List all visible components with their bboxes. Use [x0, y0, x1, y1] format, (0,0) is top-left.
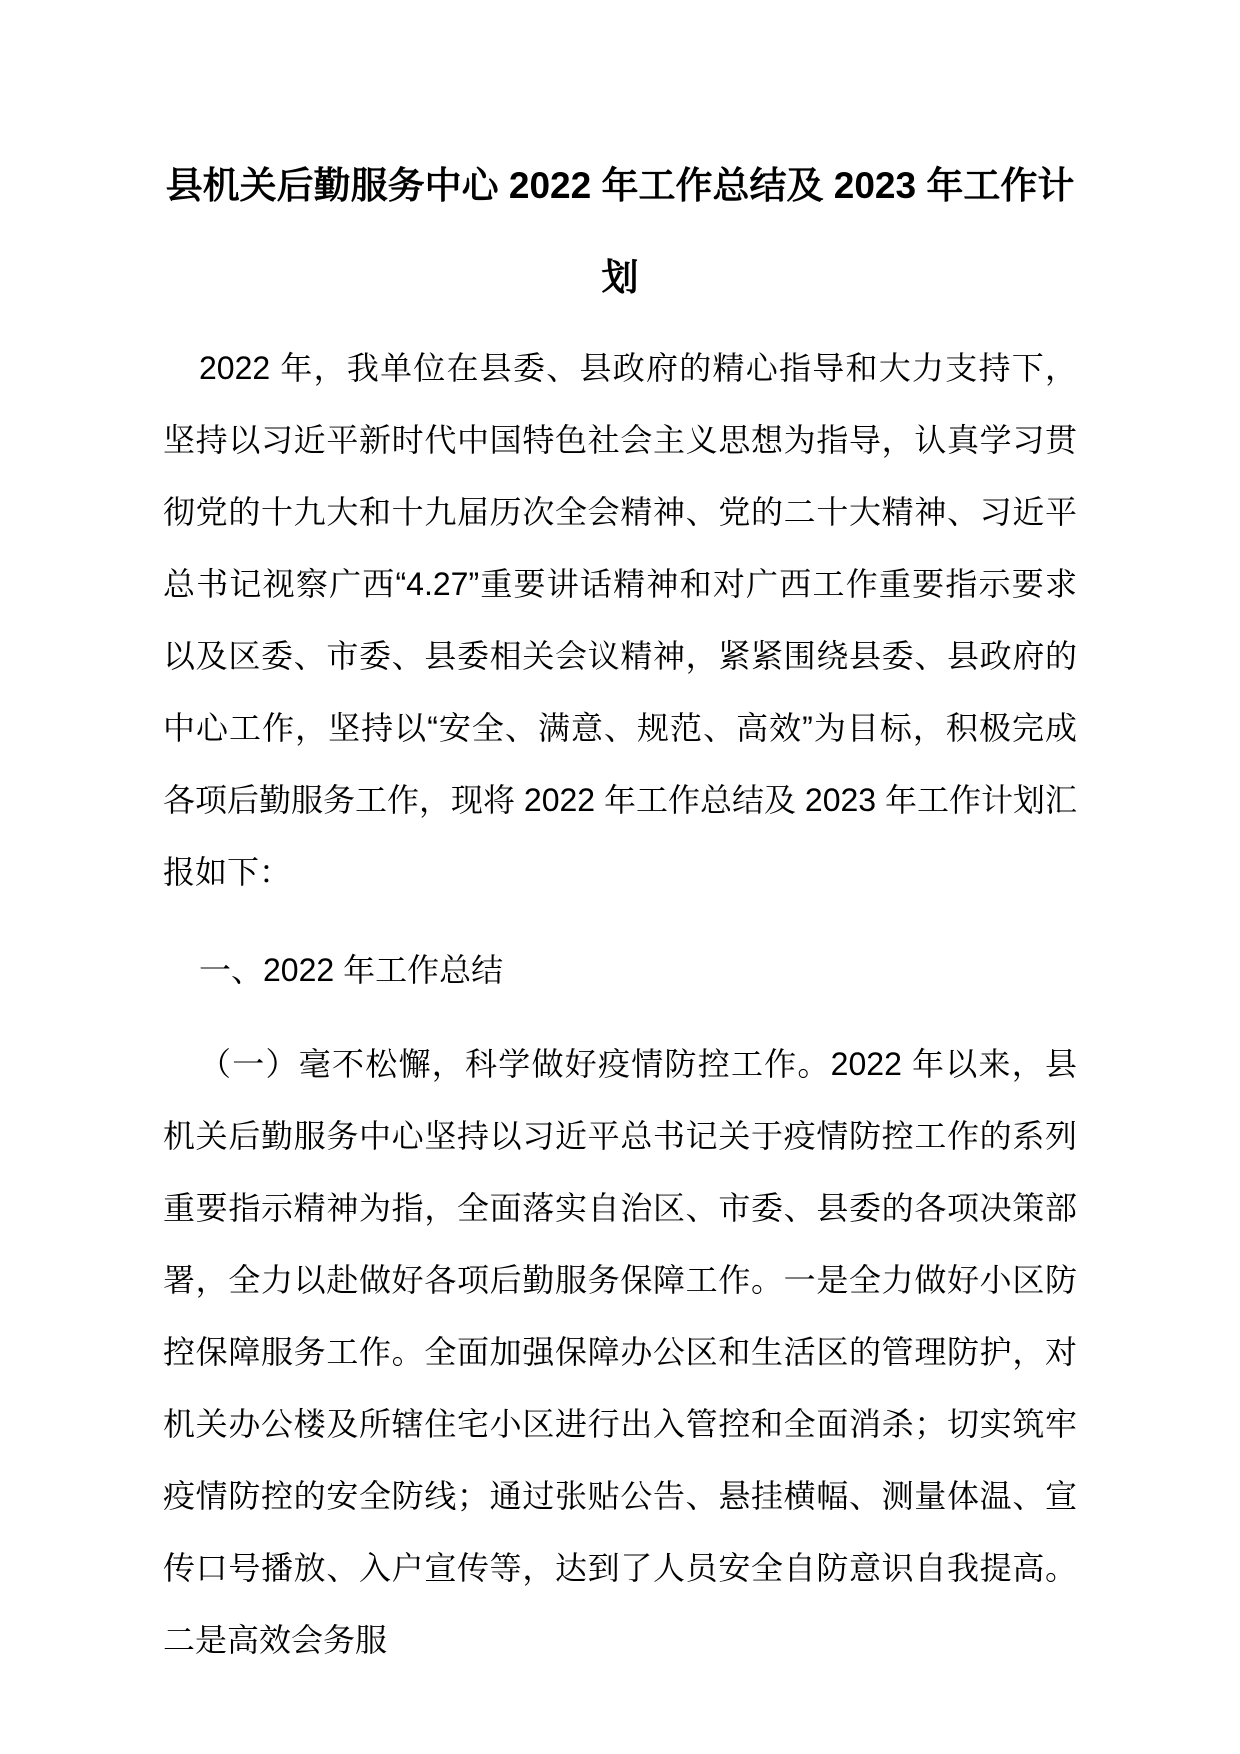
section-heading-2022-summary: 一、2022 年工作总结 — [199, 952, 504, 988]
document-title: 县机关后勤服务中心 2022 年工作总结及 2023 年工作计划 — [165, 165, 1075, 298]
paragraph-introduction: 2022 年，我单位在县委、县政府的精心指导和大力支持下，坚持以习近平新时代中国特色社会主义思想为指导，认真学习贯彻党的十九大和十九届历次全会精神、党的二十大精神、习近平总书记视察广西“4.27”重要讲话精神和对广西工作重要指示要求以及区委、市委、县委相关会议精神，紧紧围绕县委、县政府的中心工作，坚持以“安全、满意、规范、高效”为目标，积极完成各项后勤服务工作，现将 2022 年工作总结及 2023 年工作计划汇报如下： — [163, 350, 1077, 890]
paragraph-section-one: （一）毫不松懈，科学做好疫情防控工作。2022 年以来，县机关后勤服务中心坚持以习近平总书记关于疫情防控工作的系列重要指示精神为指，全面落实自治区、市委、县委的各项决策部署，全力以赴做好各项后勤服务保障工作。一是全力做好小区防控保障服务工作。全面加强保障办公区和生活区的管理防护，对机关办公楼及所辖住宅小区进行出入管控和全面消杀；切实筑牢疫情防控的安全防线；通过张贴公告、悬挂横幅、测量体温、宣传口号播放、入户宣传等，达到了人员安全自防意识自我提高。二是高效会务服 — [163, 1046, 1077, 1658]
